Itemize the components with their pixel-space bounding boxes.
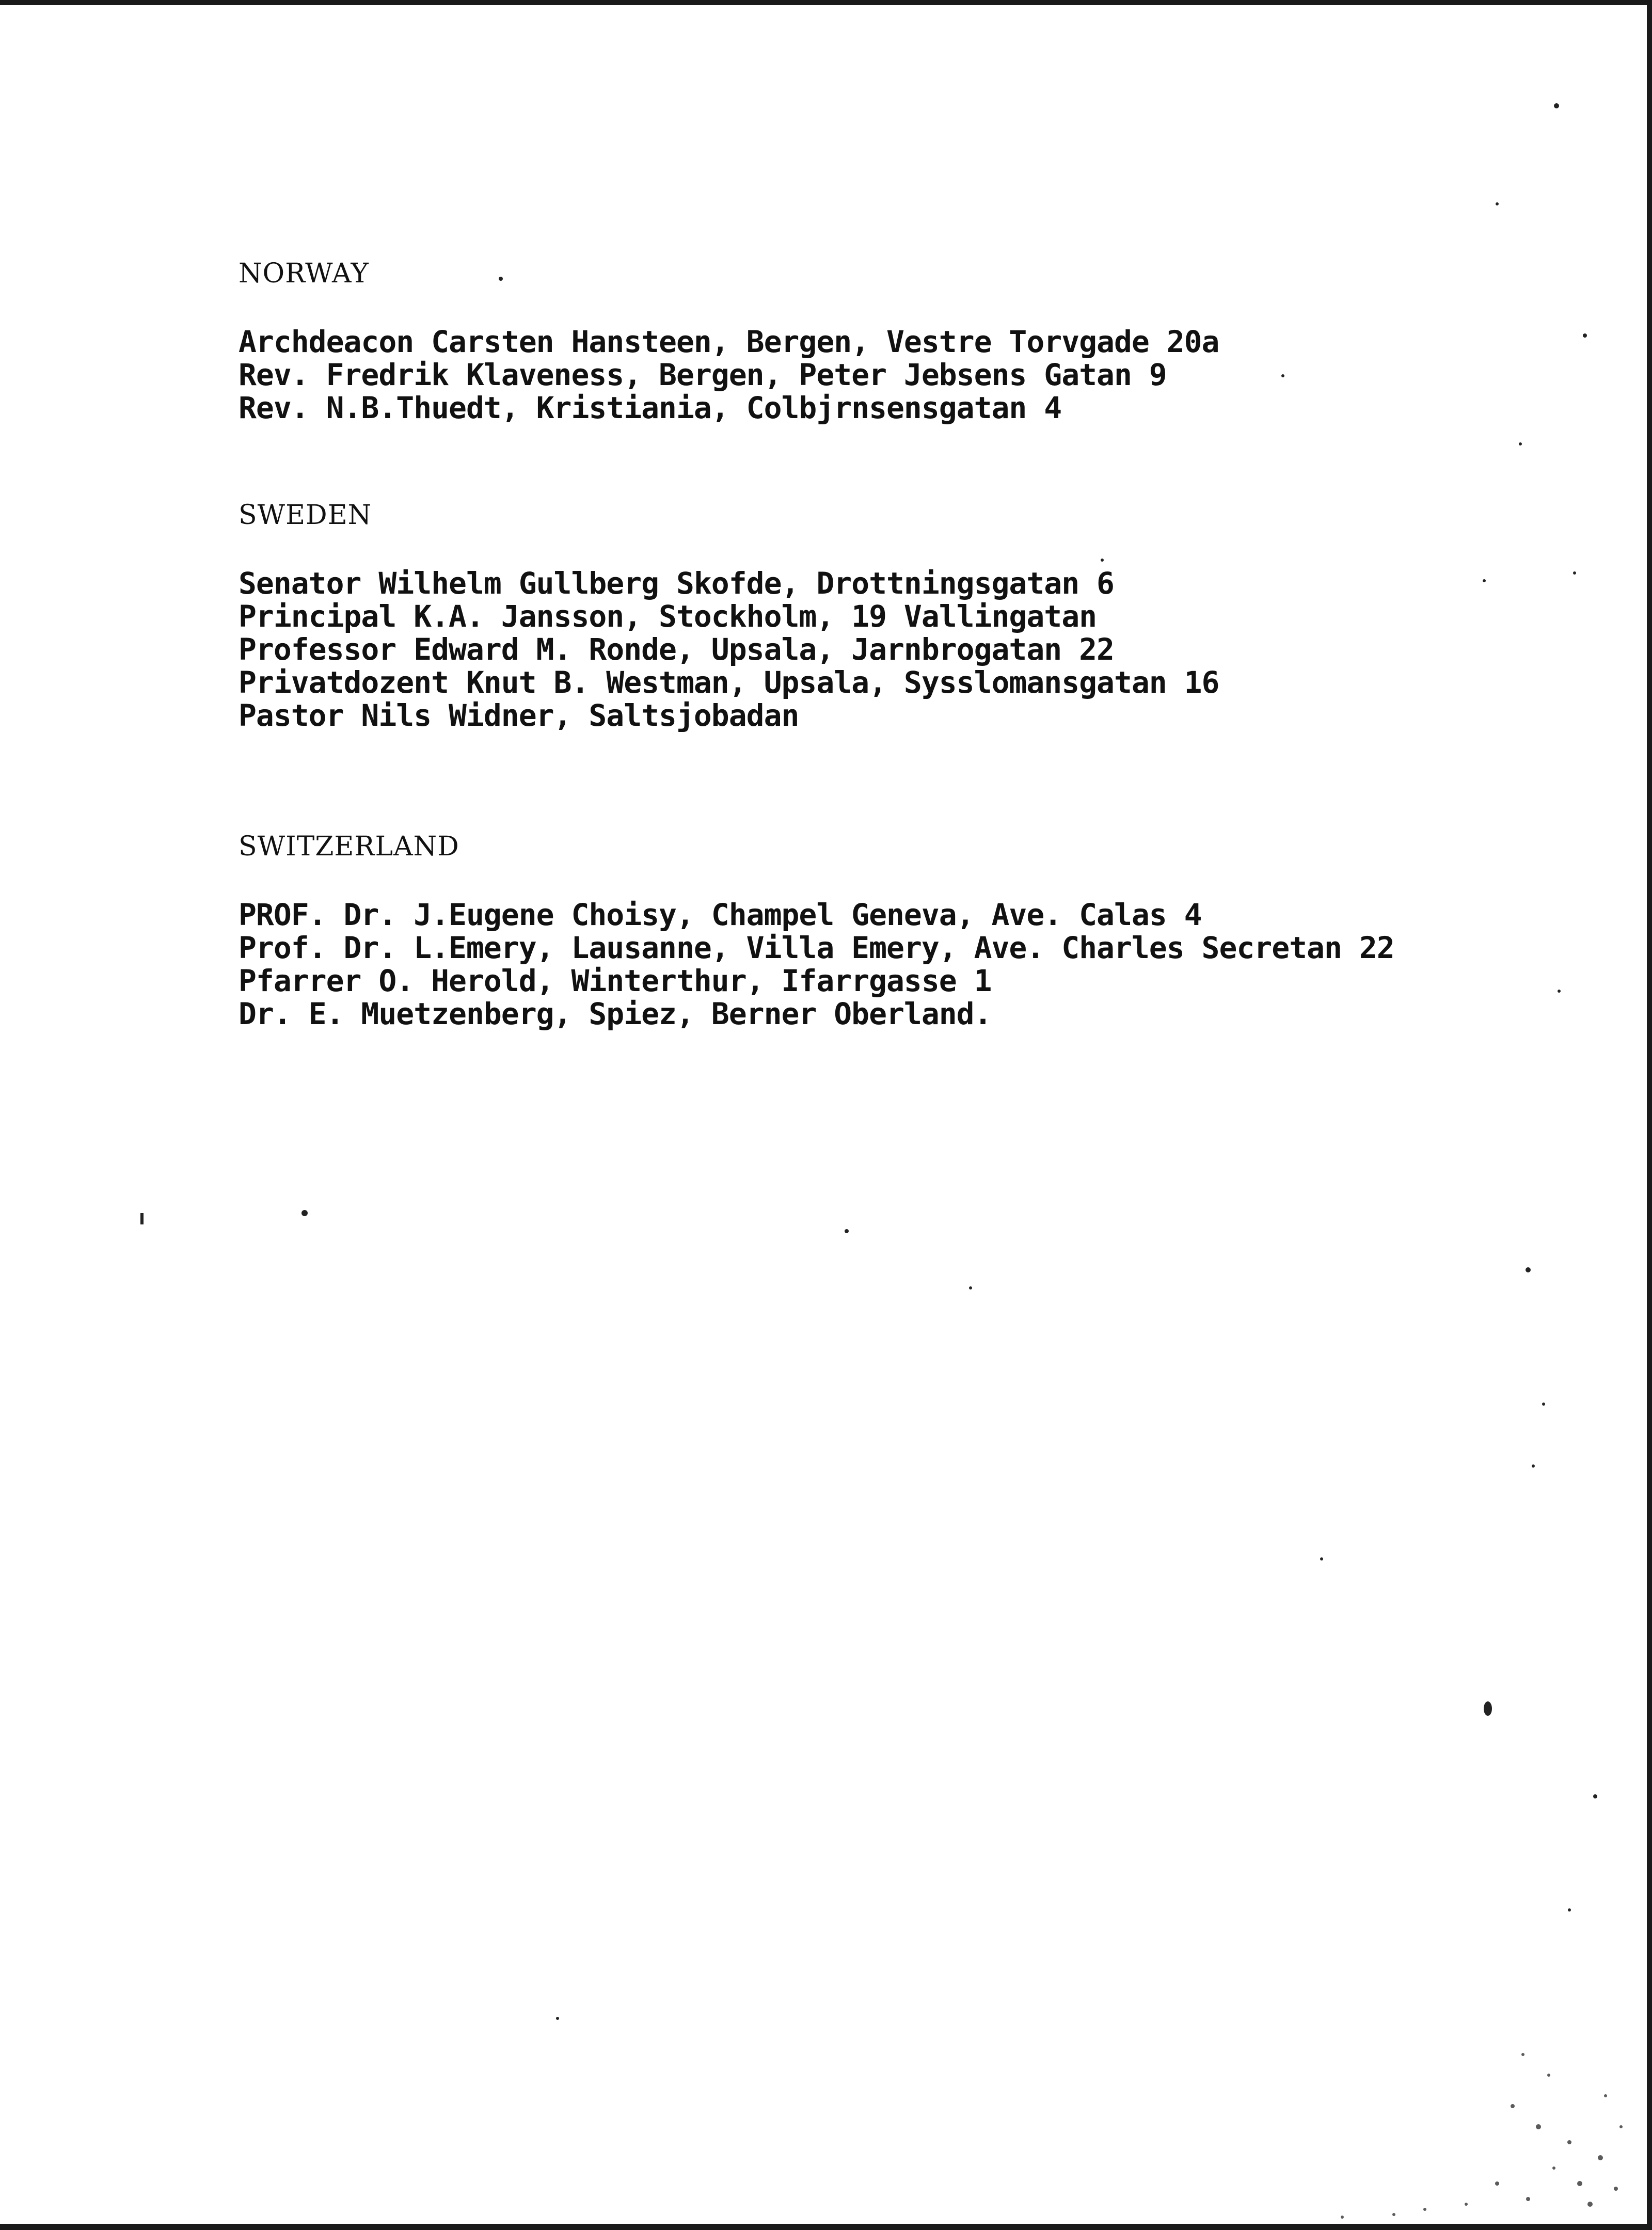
section-heading-sweden: SWEDEN	[239, 500, 372, 531]
list-item: Pastor Nils Widner, Saltsjobadan	[239, 698, 799, 733]
section-sweden	[239, 500, 1219, 732]
list-item: Privatdozent Knut B. Westman, Upsala, Sysslomansgatan 16	[239, 665, 1219, 700]
list-item: Professor Edward M. Ronde, Upsala, Jarnbrogatan 22	[239, 632, 1114, 667]
list-item: PROF. Dr. J.Eugene Choisy, Champel Geneva, Ave. Calas 4	[239, 897, 1202, 932]
list-item: Prof. Dr. L.Emery, Lausanne, Villa Emery, Ave. Charles Secretan 22	[239, 930, 1394, 965]
list-item: Rev. N.B.Thuedt, Kristiania, Colbjrnsensgatan 4	[239, 390, 1062, 425]
page-edge-bottom	[0, 2224, 1652, 2230]
section-heading-switzerland: SWITZERLAND	[239, 831, 459, 862]
list-item: Rev. Fredrik Klaveness, Bergen, Peter Jebsens Gatan 9	[239, 357, 1167, 392]
section-heading-norway: NORWAY	[239, 258, 369, 289]
entry-list-sweden	[239, 567, 1219, 732]
list-item: Pfarrer O. Herold, Winterthur, Ifarrgasse 1	[239, 963, 992, 998]
list-item: Senator Wilhelm Gullberg Skofde, Drottningsgatan 6	[239, 566, 1114, 601]
entry-list-norway	[239, 325, 1219, 424]
section-switzerland	[239, 831, 1394, 1030]
list-item: Principal K.A. Jansson, Stockholm, 19 Vallingatan	[239, 599, 1097, 634]
entry-list-switzerland	[239, 898, 1394, 1030]
list-item: Archdeacon Carsten Hansteen, Bergen, Vestre Torvgade 20a	[239, 324, 1219, 359]
page-edge-top	[0, 0, 1652, 5]
section-norway	[239, 258, 1219, 424]
list-item: Dr. E. Muetzenberg, Spiez, Berner Oberland.	[239, 996, 992, 1031]
page-edge-right	[1647, 0, 1652, 2230]
